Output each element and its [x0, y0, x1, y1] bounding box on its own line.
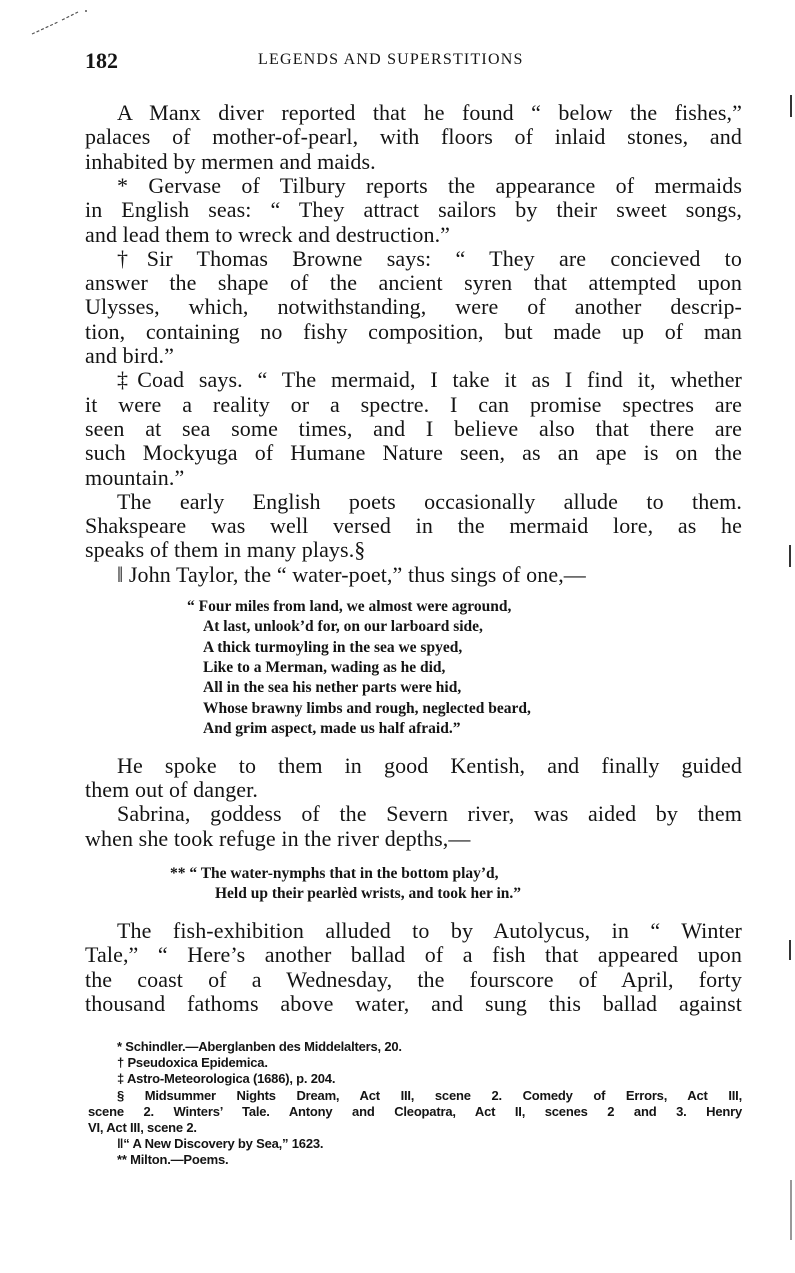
body-line: Shakspeare was well versed in the mermaid lore, as he	[85, 513, 742, 539]
verse-line: Held up their pearlèd wrists, and took her in.”	[215, 884, 522, 902]
scan-speck	[789, 545, 791, 567]
body-line: inhabited by mermen and maids.	[85, 148, 376, 174]
body-line: Sabrina, goddess of the Severn river, was aided by them	[117, 801, 742, 827]
scan-mark	[30, 8, 90, 38]
footnote-line: scene 2. Winters’ Tale. Antony and Cleopatra, Act II, scenes 2 and 3. Henry	[88, 1103, 742, 1119]
footnote-line: * Schindler.—Aberglanben des Middelalters, 20.	[117, 1039, 402, 1054]
body-line: mountain.”	[85, 464, 185, 490]
body-line: He spoke to them in good Kentish, and finally guided	[117, 753, 742, 778]
body-line: palaces of mother-of-pearl, with floors of inlaid stones, and	[85, 124, 742, 150]
body-line: †Sir Thomas Browne says: “ They are concieved to	[117, 245, 742, 271]
footnote-line: † Pseudoxica Epidemica.	[117, 1055, 268, 1071]
body-line: answer the shape of the ancient syren that attempted upon	[85, 270, 742, 296]
body-line: ‡Coad says. “ The mermaid, I take it as I find it, whether	[117, 367, 742, 393]
body-line: speaks of them in many plays.§	[85, 537, 366, 563]
footnote-line: ** Milton.—Poems.	[117, 1152, 229, 1168]
verse-line: At last, unlook’d for, on our larboard side,	[203, 618, 483, 636]
body-line: in English seas: “ They attract sailors by their sweet songs,	[85, 197, 742, 223]
body-line: and lead them to wreck and destruction.”	[85, 221, 451, 247]
verse-line: A thick turmoyling in the sea we spyed,	[203, 638, 463, 656]
scan-speck	[790, 1180, 792, 1240]
footnote-line: ‡ Astro-Meteorologica (1686), p. 204.	[117, 1071, 336, 1087]
body-line: and bird.”	[85, 343, 174, 368]
verse-line: All in the sea his nether parts were hid,	[203, 679, 462, 697]
body-line: Tale,” “ Here’s another ballad of a fish that appeared upon	[85, 942, 742, 968]
footnote-line: VI, Act III, scene 2.	[88, 1120, 197, 1135]
body-line: thousand fathoms above water, and sung this ballad against	[85, 990, 742, 1016]
verse-line: ** “ The water-nymphs that in the bottom play’d,	[170, 865, 499, 882]
footnote-line: ‖“ A New Discovery by Sea,” 1623.	[117, 1136, 324, 1152]
verse-line: And grim aspect, made us half afraid.”	[203, 719, 461, 737]
body-line: * Gervase of Tilbury reports the appearance of mermaids	[117, 172, 742, 198]
scan-speck	[790, 95, 792, 117]
body-line: Ulysses, which, notwithstanding, were of another descrip-	[85, 294, 742, 320]
footnote-line: § Midsummer Nights Dream, Act III, scene 2. Comedy of Errors, Act III,	[117, 1087, 742, 1103]
body-line: such Mockyuga of Humane Nature seen, as an ape is on the	[85, 440, 742, 466]
verse-line: Whose brawny limbs and rough, neglected beard,	[203, 699, 531, 717]
body-line: when she took refuge in the river depths,—	[85, 825, 471, 851]
body-line: tion, containing no fishy composition, but made up of man	[85, 318, 742, 344]
body-line: it were a reality or a spectre. I can promise spectres are	[85, 391, 742, 417]
body-line: The early English poets occasionally allude to them.	[117, 488, 742, 514]
body-line: seen at sea some times, and I believe also that there are	[85, 415, 742, 441]
scan-speck	[789, 940, 791, 960]
body-line: them out of danger.	[85, 777, 258, 803]
running-title: LEGENDS AND SUPERSTITIONS	[258, 51, 524, 68]
verse-line: “ Four miles from land, we almost were aground,	[187, 598, 512, 615]
body-line: The fish-exhibition alluded to by Autolycus, in “ Winter	[117, 918, 742, 943]
body-line: the coast of a Wednesday, the fourscore of April, forty	[85, 966, 742, 992]
page-number: 182	[85, 48, 118, 73]
body-line: A Manx diver reported that he found “ below the fishes,”	[117, 100, 742, 125]
verse-line: Like to a Merman, wading as he did,	[203, 658, 446, 676]
body-line: ‖ John Taylor, the “ water-poet,” thus sings of one,—	[117, 561, 586, 587]
